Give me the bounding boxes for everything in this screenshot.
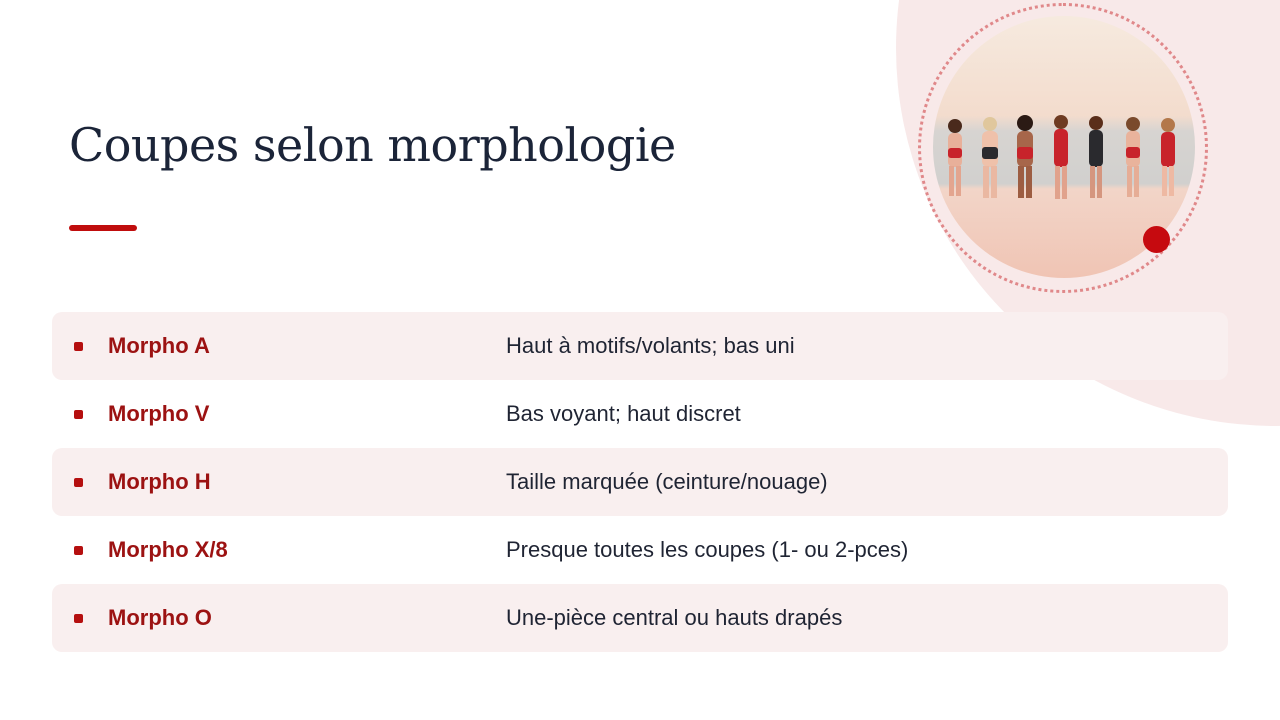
table-row — [52, 448, 1228, 516]
accent-dot — [1143, 226, 1170, 253]
row-description: Haut à motifs/volants; bas uni — [506, 333, 795, 358]
bullet-icon — [74, 546, 83, 555]
page-title: Coupes selon morphologie — [69, 118, 676, 172]
figures — [948, 115, 1175, 199]
row-description: Une-pièce central ou hauts drapés — [506, 605, 843, 630]
table-row — [52, 584, 1228, 652]
row-label: Morpho V — [108, 401, 210, 426]
row-description: Presque toutes les coupes (1- ou 2-pces) — [506, 537, 909, 562]
bullet-icon — [74, 478, 83, 487]
row-description: Taille marquée (ceinture/nouage) — [506, 469, 828, 494]
row-label: Morpho A — [108, 333, 210, 358]
row-label: Morpho X/8 — [108, 537, 228, 562]
table-row — [52, 312, 1228, 380]
row-label: Morpho O — [108, 605, 212, 630]
row-label: Morpho H — [108, 469, 211, 494]
bullet-icon — [74, 410, 83, 419]
title-underline — [69, 225, 137, 231]
table-row — [52, 516, 1228, 584]
row-description: Bas voyant; haut discret — [506, 401, 741, 426]
morphology-table — [52, 312, 1228, 652]
table-row — [52, 380, 1228, 448]
bullet-icon — [74, 614, 83, 623]
bullet-icon — [74, 342, 83, 351]
